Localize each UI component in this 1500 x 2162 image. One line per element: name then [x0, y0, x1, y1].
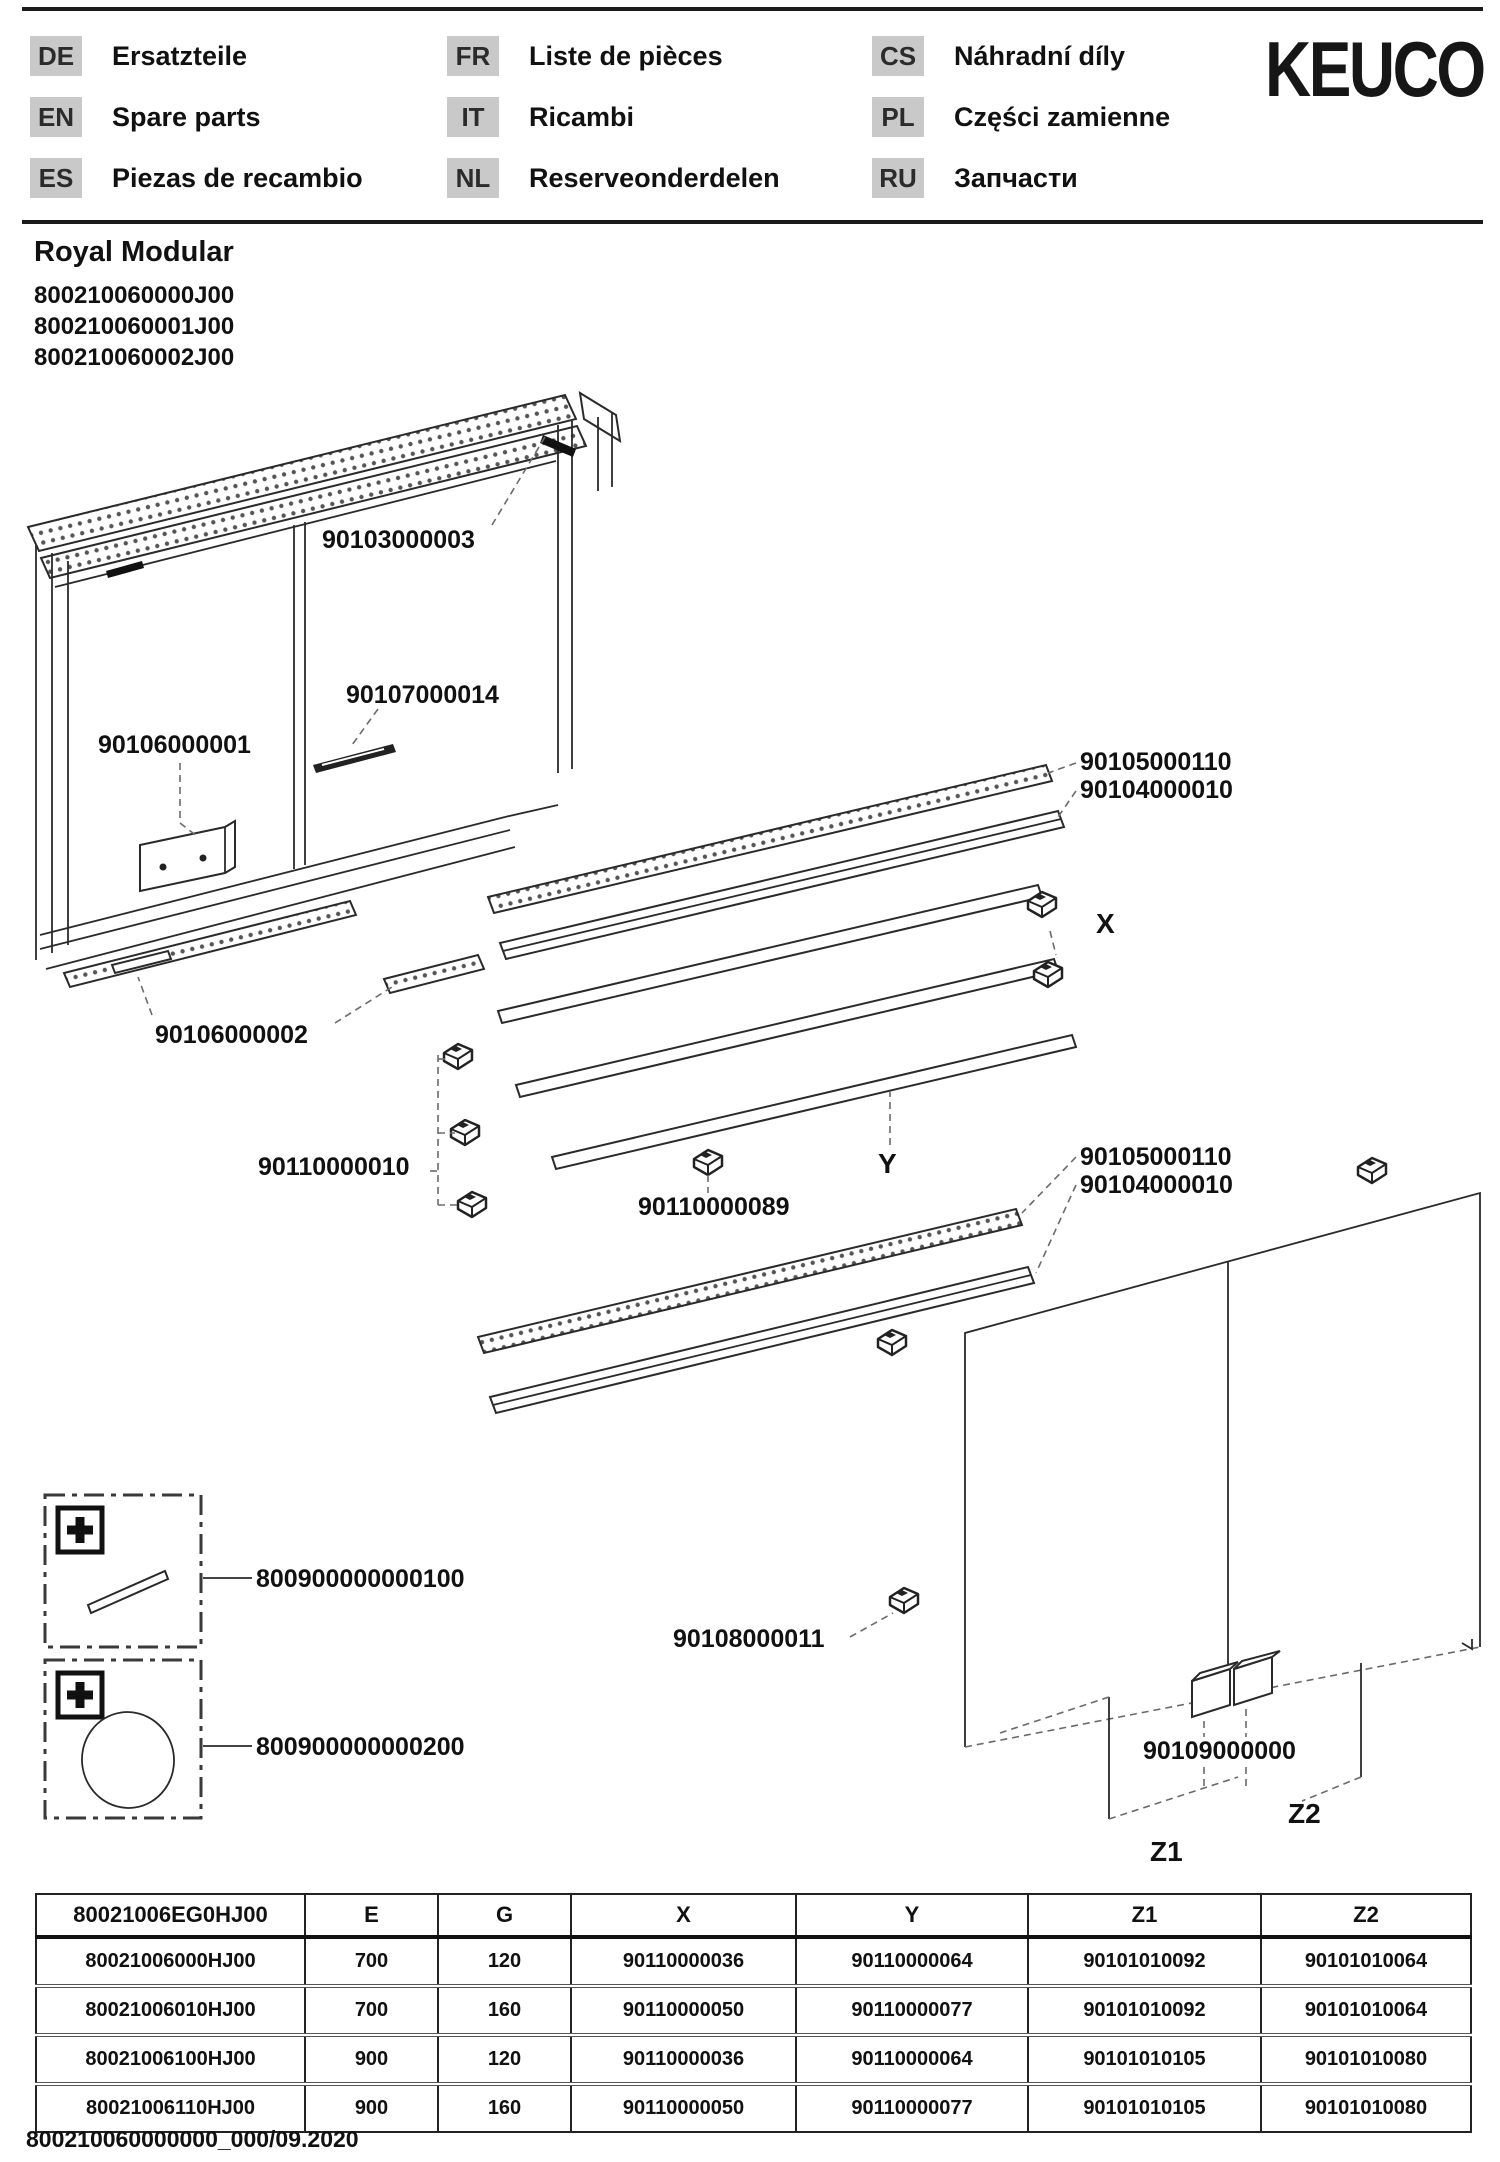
part-label-drawer-unit: 90106000001	[98, 731, 251, 759]
keuco-logo: KEUCO	[1265, 25, 1484, 113]
cell-z2: 90101010064	[1261, 1937, 1471, 1986]
col-header-e: E	[305, 1894, 438, 1937]
part-label-bottom-trim: 90106000002	[155, 1021, 308, 1049]
table-header-row	[36, 1894, 1471, 1937]
part-label-clip-set: 90110000010	[258, 1153, 410, 1181]
lang-label-de: Ersatzteile	[112, 40, 248, 71]
exploded-view-diagram	[0, 375, 1500, 1895]
language-column-2	[447, 36, 780, 198]
cell-z1: 90101010092	[1028, 1937, 1261, 1986]
part-label-cabinet-frame: 90103000003	[322, 526, 475, 554]
lang-badge-pl: PL	[872, 97, 924, 137]
lang-label-cs: Náhradní díly	[954, 40, 1126, 71]
cell-model: 80021006110HJ00	[36, 2084, 305, 2132]
lang-badge-it: IT	[447, 97, 499, 137]
clip-icon	[878, 1330, 906, 1355]
clip-icon	[451, 1120, 479, 1145]
lang-badge-nl: NL	[447, 158, 499, 198]
cell-x: 90110000036	[571, 1937, 796, 1986]
lang-label-pl: Części zamienne	[954, 101, 1171, 132]
marker-z1: Z1	[1150, 1836, 1183, 1867]
part-label-clip-center: 90110000089	[638, 1193, 790, 1221]
cell-g: 160	[438, 2084, 571, 2132]
lang-label-es: Piezas de recambio	[112, 162, 363, 193]
lang-row-en	[30, 97, 363, 137]
part-label-rail-top-b: 90104000010	[1080, 776, 1233, 804]
language-column-3	[872, 36, 1170, 198]
lang-badge-fr: FR	[447, 36, 499, 76]
cell-g: 160	[438, 1986, 571, 2035]
table-row	[36, 1937, 1471, 1986]
cell-model: 80021006100HJ00	[36, 2035, 305, 2084]
cell-z2: 90101010080	[1261, 2084, 1471, 2132]
cell-x: 90110000036	[571, 2035, 796, 2084]
accessory-inset-seal	[45, 1660, 252, 1818]
marker-z2: Z2	[1288, 1798, 1321, 1829]
lang-label-it: Ricambi	[529, 101, 635, 132]
light-rail-top	[488, 765, 1064, 959]
table-row	[36, 1986, 1471, 2035]
document-code: 800210060000000_000/09.2020	[26, 2126, 359, 2152]
table-row	[36, 2084, 1471, 2132]
lang-badge-ru: RU	[872, 158, 924, 198]
lang-badge-cs: CS	[872, 36, 924, 76]
lang-row-ru	[872, 158, 1170, 198]
cell-e: 700	[305, 1937, 438, 1986]
table-row	[36, 2035, 1471, 2084]
lang-row-fr	[447, 36, 780, 76]
lang-label-fr: Liste de pièces	[529, 40, 723, 71]
col-header-z2: Z2	[1261, 1894, 1471, 1937]
clip-icon	[1358, 1158, 1386, 1183]
col-header-z1: Z1	[1028, 1894, 1261, 1937]
product-code: 800210060001J00	[34, 313, 235, 340]
lang-label-ru: Запчасти	[954, 162, 1078, 193]
leader-lines	[138, 437, 1361, 1819]
cell-g: 120	[438, 1937, 571, 1986]
marker-x: X	[1096, 908, 1115, 939]
lang-row-it	[447, 97, 780, 137]
part-label-hinge-rail: 90107000014	[346, 681, 499, 709]
cell-x: 90110000050	[571, 1986, 796, 2035]
part-label-rail-mid-b: 90104000010	[1080, 1171, 1233, 1199]
part-label-inset-strip: 800900000000100	[256, 1565, 465, 1593]
cell-z2: 90101010080	[1261, 2035, 1471, 2084]
part-label-rail-top-a: 90105000110	[1080, 748, 1232, 776]
product-code: 800210060002J00	[34, 344, 235, 371]
lang-badge-es: ES	[30, 158, 82, 198]
cell-model: 80021006000HJ00	[36, 1937, 305, 1986]
cell-y: 90110000077	[796, 1986, 1028, 2035]
cell-y: 90110000077	[796, 2084, 1028, 2132]
lang-label-nl: Reserveonderdelen	[529, 162, 780, 193]
cell-z2: 90101010064	[1261, 1986, 1471, 2035]
part-label-wall-bracket: 90109000000	[1143, 1737, 1296, 1765]
clip-icon	[444, 1044, 472, 1069]
cell-y: 90110000064	[796, 2035, 1028, 2084]
product-code: 800210060000J00	[34, 282, 235, 309]
part-label-door-clip: 90108000011	[673, 1625, 825, 1653]
plus-icon	[58, 1508, 102, 1552]
variants-table	[35, 1893, 1472, 2133]
top-rule	[22, 7, 1483, 11]
product-codes	[34, 280, 234, 373]
cell-e: 900	[305, 2035, 438, 2084]
lang-label-en: Spare parts	[112, 101, 261, 132]
part-label-rail-mid-a: 90105000110	[1080, 1143, 1232, 1171]
marker-y: Y	[878, 1148, 897, 1179]
cell-x: 90110000050	[571, 2084, 796, 2132]
cell-model: 80021006010HJ00	[36, 1986, 305, 2035]
plus-icon	[58, 1673, 102, 1717]
clip-icon	[694, 1150, 722, 1175]
lang-badge-de: DE	[30, 36, 82, 76]
cell-y: 90110000064	[796, 1937, 1028, 1986]
light-rail-mid	[478, 1209, 1034, 1413]
header-rule	[22, 220, 1483, 224]
lang-row-pl	[872, 97, 1170, 137]
cell-z1: 90101010105	[1028, 2084, 1261, 2132]
lang-row-es	[30, 158, 363, 198]
hinge-rail-part	[313, 744, 396, 773]
wall-bracket-part	[1192, 1651, 1280, 1717]
lang-row-cs	[872, 36, 1170, 76]
language-column-1	[30, 36, 363, 198]
lang-row-nl	[447, 158, 780, 198]
col-header-g: G	[438, 1894, 571, 1937]
lang-badge-en: EN	[30, 97, 82, 137]
col-header-x: X	[571, 1894, 796, 1937]
col-header-y: Y	[796, 1894, 1028, 1937]
col-header-model: 80021006EG0HJ00	[36, 1894, 305, 1937]
cell-z1: 90101010092	[1028, 1986, 1261, 2035]
bottom-trim-parts	[112, 951, 484, 993]
cell-e: 700	[305, 1986, 438, 2035]
cell-e: 900	[305, 2084, 438, 2132]
series-title: Royal Modular	[34, 236, 234, 268]
cell-z1: 90101010105	[1028, 2035, 1261, 2084]
part-label-inset-seal: 800900000000200	[256, 1733, 465, 1761]
accessory-inset-strip	[45, 1495, 252, 1647]
clip-icon	[890, 1588, 918, 1613]
drawer-unit-part	[140, 821, 235, 891]
mirror-door-panels	[965, 1193, 1480, 1747]
lang-row-de	[30, 36, 363, 76]
cell-g: 120	[438, 2035, 571, 2084]
clip-icon	[458, 1192, 486, 1217]
